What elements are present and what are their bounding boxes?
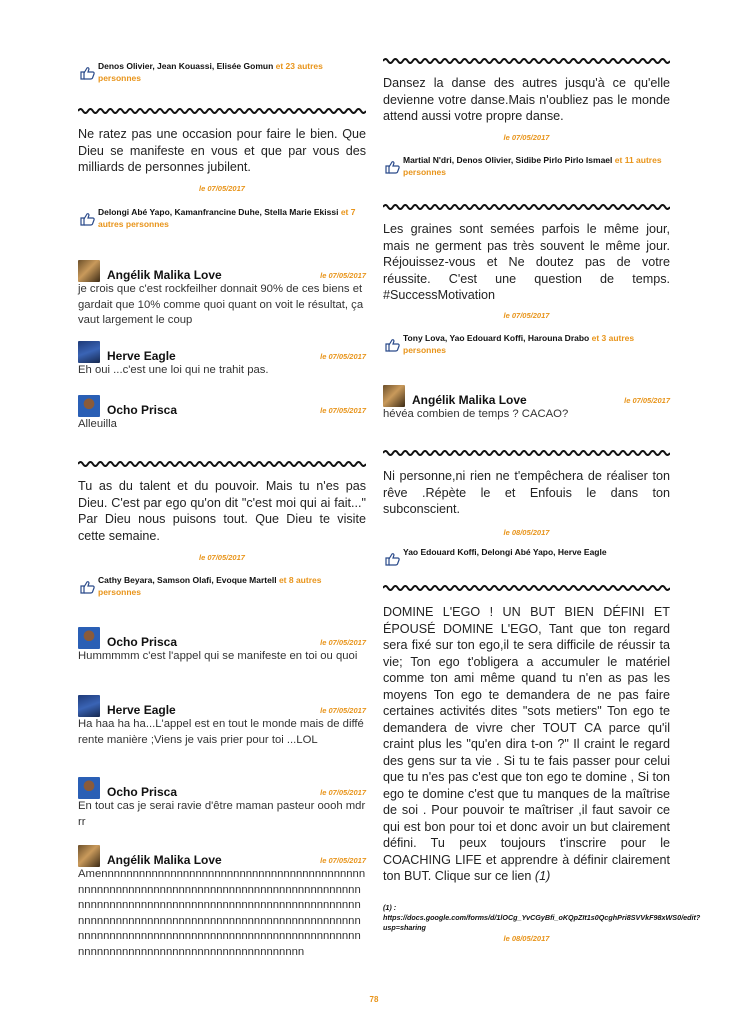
comment-text: Hummmmm c'est l'appel qui se manifeste en toi ou quoi: [78, 650, 358, 662]
comment-date: le 07/05/2017: [320, 788, 366, 797]
comment-text: Alleuilla: [78, 418, 117, 430]
comment-author[interactable]: Ocho Prisca: [107, 635, 178, 649]
likes-line: Cathy Beyara, Samson Olafi, Evoque Martell et 8 autres personnes: [78, 574, 366, 598]
post-text: Ni personne,ni rien ne t'empêchera de réaliser ton rêve .Répète le et Enfouis le dans ton subconscient.: [383, 469, 670, 516]
comment-author[interactable]: Angélik Malika Love: [107, 853, 222, 867]
comment-text: Eh oui ...c'est une loi qui ne trahit pas.: [78, 364, 269, 376]
comment-date: le 07/05/2017: [320, 856, 366, 865]
avatar: [78, 260, 100, 282]
footnote-ref: (1): [534, 869, 551, 883]
comment-author[interactable]: Herve Eagle: [107, 349, 176, 363]
post-text: DOMINE L'EGO ! UN BUT BIEN DÉFINI ET ÉPOUSÉ DOMINE L'EGO, Tant que ton regard sera fixé sur ton ego,il te sera difficile de réussir ta vie; Ton ego t'obligera a accumuler le matériel comme ton ami même quand tu n'en as pas les moyens Ton ego te demandera de ne pas faire certaines activités dites "sots metiers" Ton ego te demandera de vivre cher TOUT CA parce qu'il craint plus les "qu'en dira t-on ?" Il craint le regard des gens sur ta vie . Si tu te fais passer pour celui que tu n'es pas c'est que ton ego te domine , Si ton ego te domine c'est que tu manques de la maîtrise de soi . Pour pouvoir te maîtriser ,il faut savoir ce qui est bon pour toi et donc avoir un but clairement défini. Tu peux toujours t'inscrire pour le COACHING LIFE et apprendre à définir clairement ton BUT. Clique sur ce lien (1): [383, 605, 670, 883]
wave-divider: [78, 459, 366, 469]
wave-divider: [383, 202, 670, 212]
page-number: 78: [369, 995, 379, 1004]
avatar: [383, 385, 405, 407]
wave-divider: [383, 448, 670, 458]
like-thumb-icon: [78, 66, 98, 80]
likes-line: Yao Edouard Koffi, Delongi Abé Yapo, Herve Eagle: [383, 546, 670, 566]
comment: [78, 341, 366, 379]
comment: [78, 395, 366, 433]
likes-line: Delongi Abé Yapo, Kamanfrancine Duhe, Stella Marie Ekissi et 7 autres personnes: [78, 206, 366, 230]
comment: [78, 695, 366, 748]
likes-line: Denos Olivier, Jean Kouassi, Elisée Gomun et 23 autres personnes: [78, 60, 366, 84]
comment: [383, 385, 670, 423]
post-date: le 07/05/2017: [199, 184, 245, 193]
post-date: le 07/05/2017: [503, 311, 550, 320]
comment: [78, 260, 366, 329]
post-date: le 08/05/2017: [503, 934, 550, 943]
footnote-link[interactable]: (1) : https://docs.google.com/forms/d/1lOCg_YvCGyBfi_oKQpZIt1s0QcghPri8SVVkF98xWS0/edit?usp=sharing: [383, 903, 701, 932]
avatar: [78, 777, 100, 799]
comment: [78, 845, 366, 960]
comment-author[interactable]: Ocho Prisca: [107, 403, 178, 417]
avatar: [78, 695, 100, 717]
comment-text: En tout cas je serai ravie d'être maman pasteur oooh mdrrr: [78, 800, 366, 828]
comment: [78, 627, 366, 665]
comment-date: le 07/05/2017: [320, 271, 366, 280]
post-date: le 07/05/2017: [503, 133, 550, 142]
comment-text: je crois que c'est rockfeilher donnait 90% de ces biens et gardait que 10% comme quoi quant on voit le résultat, ça vaut largement le coup: [78, 283, 364, 326]
like-thumb-icon: [383, 552, 403, 566]
avatar: [78, 627, 100, 649]
like-thumb-icon: [78, 212, 98, 226]
comment-date: le 07/05/2017: [320, 638, 366, 647]
comment-date: le 07/05/2017: [320, 706, 366, 715]
comment-date: le 07/05/2017: [320, 352, 366, 361]
comment-text: hévéa combien de temps ? CACAO?: [383, 408, 569, 420]
comment-author[interactable]: Angélik Malika Love: [107, 268, 222, 282]
avatar: [78, 845, 100, 867]
comment-author[interactable]: Herve Eagle: [107, 703, 176, 717]
comment-text: Ha haa ha ha...L'appel est en tout le monde mais de différente manière ;Viens je vais prier pour toi ...LOL: [78, 718, 364, 746]
wave-divider: [383, 583, 670, 593]
comment-author[interactable]: Angélik Malika Love: [412, 393, 527, 407]
post-date: le 08/05/2017: [503, 528, 550, 537]
likes-line: Tony Lova, Yao Edouard Koffi, Harouna Drabo et 3 autres personnes: [383, 332, 670, 356]
wave-divider: [383, 56, 670, 66]
avatar: [78, 341, 100, 363]
post-text: Ne ratez pas une occasion pour faire le bien. Que Dieu se manifeste en vous et que par vous des milliards de personnes jubilent.: [78, 127, 366, 174]
post-text: Les graines sont semées parfois le même jour, mais ne germent pas très souvent le même jour. Réjouissez-vous et Ne doutez pas de votre réussite. C'est une question de temps. #SuccessMotivation: [383, 222, 670, 302]
post-text: Tu as du talent et du pouvoir. Mais tu n'es pas Dieu. C'est par ego qu'on dit "c'est moi qui ai fait..." Par Dieu nous puisons tout. Que Dieu te visite cette semaine.: [78, 479, 366, 543]
like-thumb-icon: [383, 338, 403, 352]
like-thumb-icon: [383, 160, 403, 174]
wave-divider: [78, 106, 366, 116]
like-thumb-icon: [78, 580, 98, 594]
likes-line: Martial N'dri, Denos Olivier, Sidibe Pirlo Pirlo Ismael et 11 autres personnes: [383, 154, 670, 178]
comment-date: le 07/05/2017: [320, 406, 366, 415]
post-text: Dansez la danse des autres jusqu'à ce qu'elle devienne votre danse.Mais n'oubliez pas le monde attend aussi votre propre danse.: [383, 76, 670, 123]
avatar: [78, 395, 100, 417]
post-date: le 07/05/2017: [199, 553, 245, 562]
comment-author[interactable]: Ocho Prisca: [107, 785, 178, 799]
comment-date: le 07/05/2017: [624, 396, 670, 405]
comment: [78, 777, 366, 830]
comment-text: Amennnnnnnnnnnnnnnnnnnnnnnnnnnnnnnnnnnnnnnnnnnnnnnnnnnnnnnnnnnnnnnnnnnnnnnnnnnnnnnnnnnnnnnnnnnnnnnnnnnnnnnnnnnnnnnnnnnnnnnnnnnnnnnnnnnnnnnnnnnnnnnnnnnnnnnnnnnnnnnnnnnnnnnnnnnnnnnnnnnnnnnnnnnnnnnnnnnnnnnnnnnnnnnnnnnnnnnnnnnnnnnnnnnnnnnnnnnnnnnnnnnnnnnnnnnnnnnnnn: [78, 868, 366, 958]
